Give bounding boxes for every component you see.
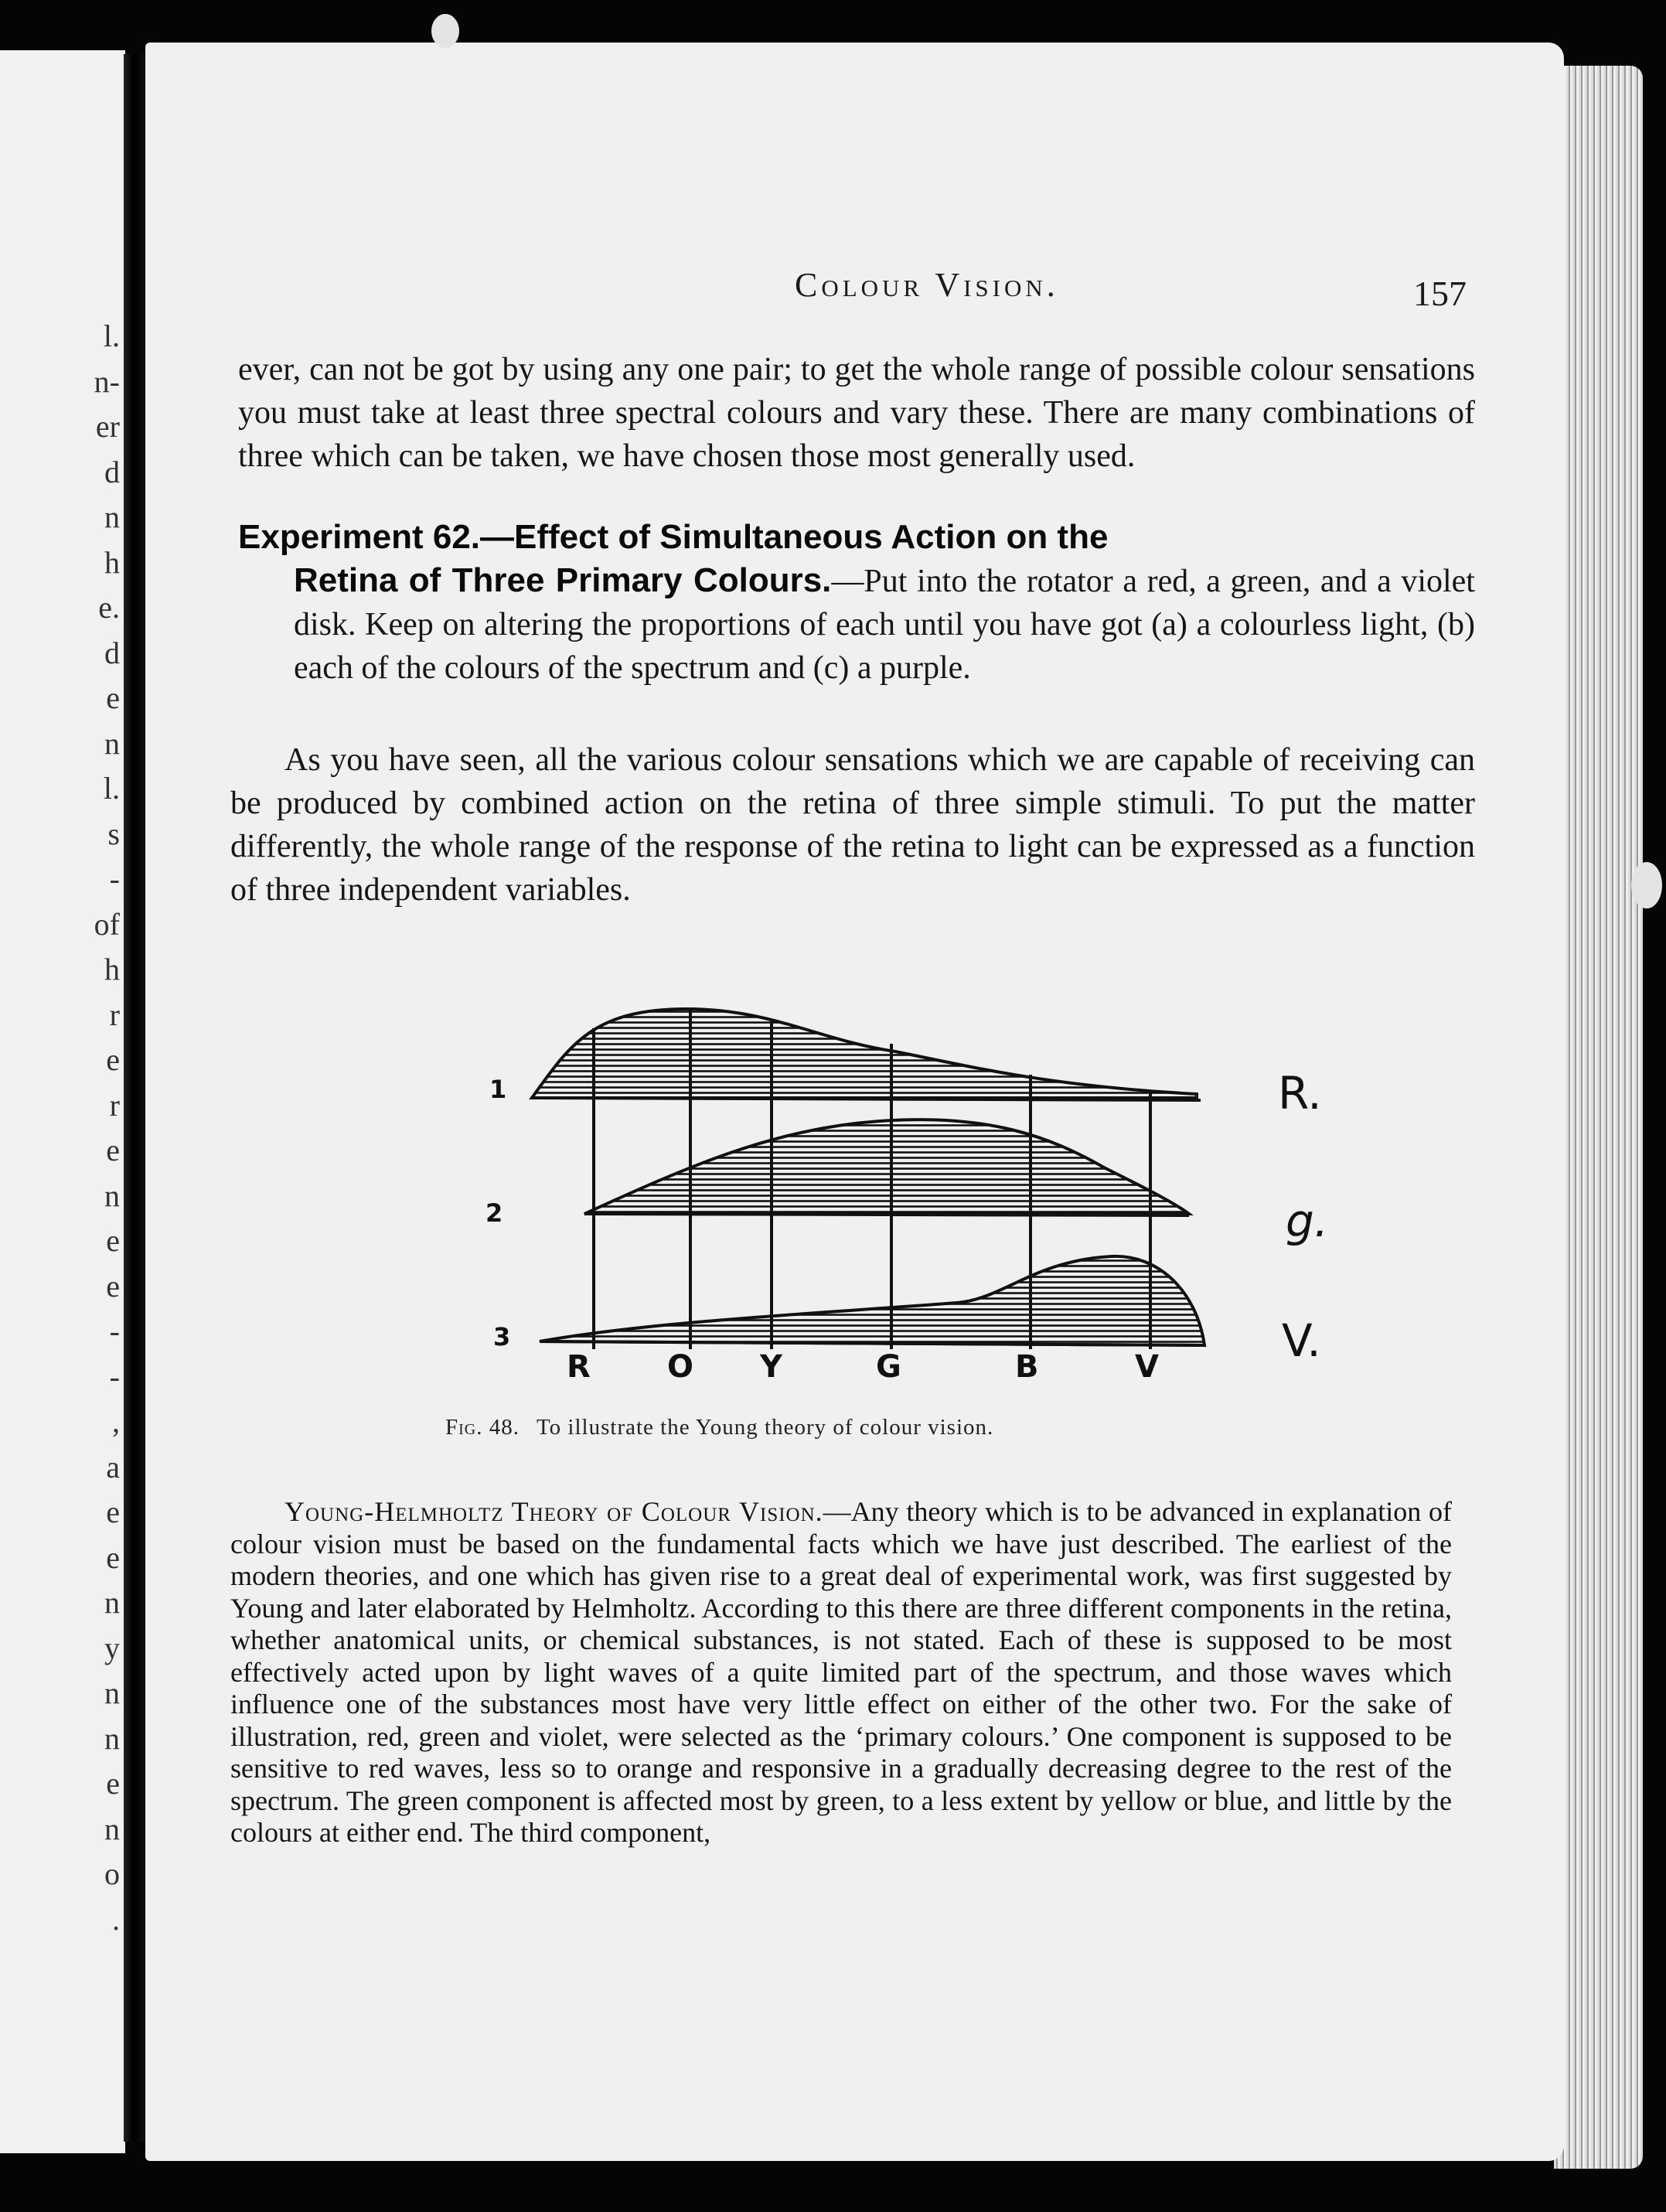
left-page-fragment: - [109, 1358, 120, 1394]
left-page-fragment: er [95, 409, 120, 444]
spectrum-B: B [1015, 1349, 1039, 1385]
curve-number-3: 3 [493, 1322, 511, 1351]
experiment-body [238, 559, 1475, 690]
figure-caption [445, 1415, 993, 1440]
scan-speck [431, 14, 459, 48]
experiment-heading [238, 516, 1475, 559]
letter-g: g. [1286, 1195, 1329, 1247]
violet-response-curve [540, 1256, 1204, 1345]
left-page-fragment: y [104, 1630, 120, 1665]
left-page-fragment: r [109, 1087, 120, 1123]
left-page-fragment: . [112, 1901, 120, 1937]
caption-text: To illustrate the Young theory of colour vision. [536, 1415, 994, 1440]
page-number: 157 [1413, 274, 1467, 313]
left-page-fragment: - [109, 1314, 120, 1348]
paragraph-3: As you have seen, all the various colour sensations which we are capable of receiving can be produced by combined action on the retina of three simple stimuli. To put the matter differently, the whole range of the response of the retina to light can be expressed as a function of three independent variables. [230, 742, 1475, 908]
page-stack-edge [1554, 66, 1643, 2169]
section-text: —Any theory which is to be advanced in explanation of colour vision must be based on the fundamental facts which we have just described. The earliest of the modern theories, and one which has given rise to a great deal of experimental work, was first suggested by Young and later elaborated by Helmholtz. According to this there are three different components in the retina, whether anatomical units, or chemical substances, is not stated. Each of these is supposed to be most effectively acted upon by light waves of a quite limited part of the spectrum, and those waves which influence one of the substances most have very little effect on either of the other two. For the sake of illustration, red, green and violet, were selected as the ‘primary colours.’ One component is supposed to be sensitive to red waves, less so to orange and responsive in a gradually decreasing degree to the rest of the spectrum. The green component is affected most by green, to a less extent by yellow or blue, and little by the colours at either end. The third component, [230, 1496, 1452, 1848]
left-page-fragment: n [104, 1178, 120, 1213]
curve-number-2: 2 [485, 1198, 503, 1228]
left-page-fragment: e [106, 1268, 120, 1304]
green-baseline [584, 1214, 1189, 1215]
left-page-fragment: of [94, 906, 120, 942]
left-page-fragment: l. [103, 771, 120, 806]
book-gutter [124, 54, 147, 2142]
left-page-fragment: s [107, 816, 120, 851]
experiment-dash: — [480, 518, 515, 556]
left-page-fragment: n [104, 725, 120, 761]
left-page-fragment: d [104, 454, 120, 489]
letter-V: V. [1282, 1314, 1321, 1367]
figure-48 [339, 982, 1421, 1384]
curve-number-1: 1 [489, 1075, 507, 1104]
left-page-fragment: e [106, 1042, 120, 1077]
left-page-fragment: r [109, 997, 120, 1032]
left-page-fragment: l. [103, 319, 120, 353]
previous-page-edge [0, 50, 125, 2153]
left-page-fragment: n [104, 1720, 120, 1756]
experiment-title-line2: Retina of Three Primary Colours. [294, 561, 832, 599]
left-page-fragment: d [104, 635, 120, 670]
experiment-62 [238, 516, 1475, 690]
left-page-fragment: e [106, 1133, 120, 1167]
left-page-fragment: a [106, 1449, 120, 1484]
left-page-fragment: e [106, 1495, 120, 1529]
left-page-fragment: n [104, 1585, 120, 1620]
left-page-fragment: n [104, 499, 120, 534]
experiment-text: —Put into the rotator a red, a green, and a violet disk. Keep on altering the proportions of each until you have got (a) a colourless light, (b) each of the colours of the spectrum and (c) a purple. [294, 564, 1475, 686]
left-page-fragment: e [106, 1539, 120, 1575]
left-page-fragment: o [104, 1856, 120, 1891]
spectrum-O: O [667, 1349, 694, 1385]
scan-speck [1631, 862, 1662, 908]
letter-R: R. [1278, 1067, 1322, 1120]
book-page [145, 43, 1564, 2161]
section-heading: Young-Helmholtz Theory of Colour Vision. [284, 1496, 823, 1527]
spectrum-R: R [567, 1349, 591, 1385]
running-title: Colour Vision. [795, 266, 1059, 304]
left-page-fragment: e [106, 1223, 120, 1258]
caption-label: Fig. 48. [445, 1415, 520, 1440]
left-page-fragment: , [112, 1404, 120, 1439]
paragraph-1: ever, can not be got by using any one pair; to get the whole range of possible colour sensations you must take at least three spectral colours and vary these. There are many combinations of three which can be taken, we have chosen those most generally used. [238, 352, 1475, 474]
left-page-fragment: n [104, 1811, 120, 1846]
left-page-fragment: - [109, 861, 120, 896]
left-page-fragment: h [104, 544, 120, 580]
theory-section [230, 1496, 1452, 1849]
left-page-fragment: n- [94, 363, 120, 399]
green-response-curve [584, 1120, 1189, 1214]
left-page-fragment: n [104, 1675, 120, 1710]
spectrum-G: G [876, 1349, 901, 1385]
experiment-title-line1: Effect of Simultaneous Action on the [514, 518, 1109, 556]
left-page-fragment: e [106, 680, 120, 715]
left-page-fragment: h [104, 952, 120, 987]
spectrum-Y: Y [760, 1349, 782, 1385]
red-response-curve [532, 1009, 1197, 1098]
experiment-label: Experiment 62. [238, 518, 481, 556]
spectrum-V: V [1135, 1349, 1159, 1385]
left-page-fragment: e. [98, 590, 120, 625]
left-page-fragment: e [106, 1766, 120, 1801]
